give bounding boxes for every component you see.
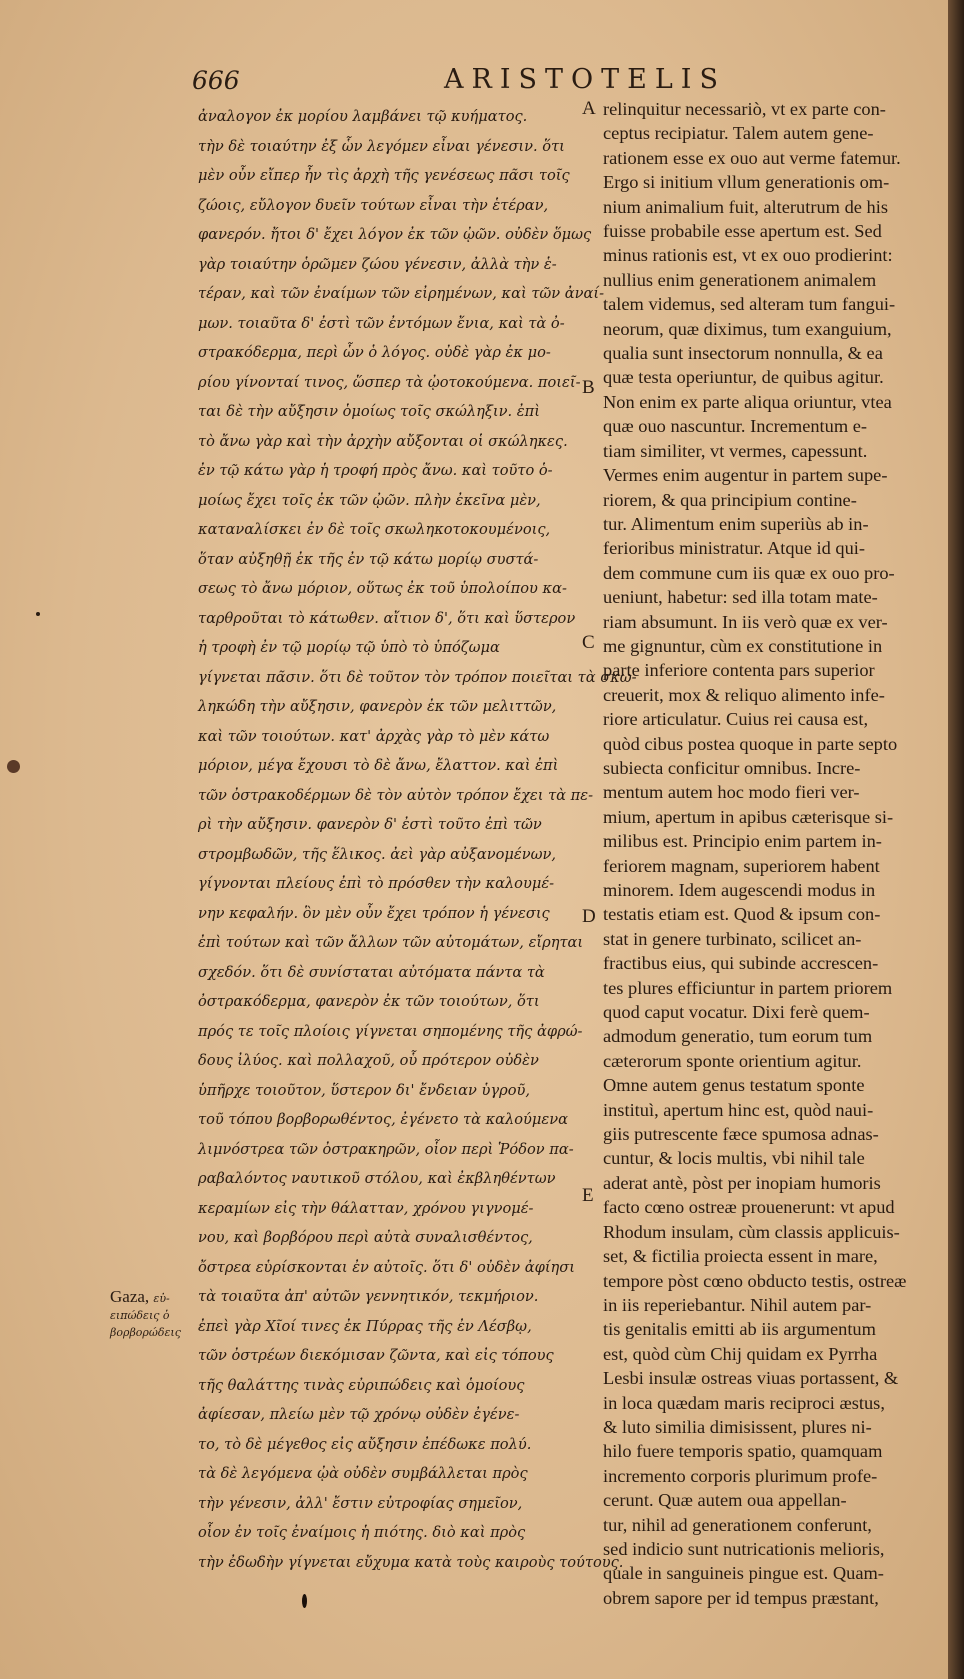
greek-text-line: στρακόδερμα, περὶ ὧν ὁ λόγος. οὐδὲ γὰρ ἐκ μο- (198, 344, 551, 361)
latin-text-line: tiam similiter, vt vermes, capessunt. (603, 440, 868, 461)
latin-text-line: quod caput vocatur. Dixi ferè quem- (603, 1002, 870, 1023)
greek-text-line: σχεδόν. ὅτι δὲ συνίσταται αὐτόματα πάντα τὰ (198, 963, 545, 981)
latin-text-line: quòd cibus postea quoque in parte septo (603, 733, 898, 754)
latin-text-line: me gignuntur, cùm ex constitutione in (603, 635, 883, 656)
latin-text-line: set, & fictilia proiecta essent in mare, (603, 1246, 878, 1267)
greek-text-line: γὰρ τοιαύτην ὁρῶμεν ζώου γένεσιν, ἀλλὰ τὴν ἑ- (198, 255, 557, 273)
greek-text-line: νου, καὶ βορβόρου περὶ αὐτὰ συναλισθέντος, (198, 1229, 533, 1246)
greek-text-line: τὴν δὲ τοιαύτην ἐξ ὧν λεγόμεν εἶναι γένεσιν. ὅτι (198, 137, 565, 155)
latin-text-line: subiecta conficitur omnibus. Incre- (603, 757, 861, 778)
greek-text-line: ρίου γίνονταί τινος, ὥσπερ τὰ ᾠοτοκούμενα. ποιεῖ- (198, 373, 581, 391)
latin-text-line: stat in genere turbinato, scilicet an- (603, 928, 862, 949)
greek-text-line: δους ἰλύος. καὶ πολλαχοῦ, οὗ πρότερον οὐδὲν (198, 1052, 539, 1069)
latin-text-line: minorem. Idem augescendi modus in (603, 880, 876, 900)
greek-text-line: τῆς θαλάττης τινὰς εὐριπώδεις καὶ ὁμοίους (198, 1376, 525, 1394)
greek-text-line: ὄστρεα εὑρίσκονται ἐν αὐτοῖς. ὅτι δ' οὐδὲν ἀφίησι (198, 1258, 575, 1276)
latin-text-line: obrem sapore per id tempus præstant, (603, 1587, 879, 1608)
greek-text-line: ὑπῆρχε τοιοῦτον, ὕστερον δι' ἔνδειαν ὑγροῦ, (198, 1081, 531, 1099)
section-marker-c: C (582, 632, 595, 653)
latin-text-line: neorum, quæ diximus, tum exanguium, (603, 318, 892, 339)
greek-text-line: ἀφίεσαν, πλείω μὲν τῷ χρόνῳ οὐδὲν ἐγένε- (198, 1406, 520, 1423)
latin-text-line: ceptus recipiatur. Talem autem gene- (603, 123, 874, 144)
ink-dot (302, 1594, 307, 1608)
latin-text-line: fractibus eius, qui subinde accrescen- (603, 953, 879, 974)
greek-text-column (198, 102, 637, 1577)
greek-text-line: τοῦ τόπου βορβορωθέντος, ἐγένετο τὰ καλούμενα (198, 1111, 568, 1128)
greek-text-line: ληκώδη τὴν αὔξησιν, φανερὸν ἐκ τῶν μελιττῶν, (198, 698, 557, 715)
latin-text-line: tur. Alimentum enim superiùs ab in- (603, 513, 869, 534)
greek-text-line: τὰ τοιαῦτα ἀπ' αὐτῶν γεννητικόν, τεκμήριον. (198, 1288, 539, 1305)
latin-text-line: minus rationis est, vt ex ouo prodierint: (603, 245, 893, 266)
latin-text-line: tempore pòst cœno obducto testis, ostreæ (603, 1270, 907, 1291)
greek-text-line: κεραμίων εἰς τὴν θάλατταν, χρόνου γιγνομέ- (198, 1199, 534, 1217)
latin-text-column (603, 97, 938, 1610)
latin-text-line: feriorem magnam, superiorem habent (603, 855, 880, 876)
latin-text-line: quale in sanguineis pingue est. Quam- (603, 1563, 884, 1584)
ink-dot (7, 760, 20, 773)
section-marker-d: D (582, 906, 596, 927)
latin-text-line: parte inferiore contenta pars superior (603, 660, 875, 681)
greek-text-line: ἀναλογον ἐκ μορίου λαμβάνει τῷ κυήματος. (198, 108, 528, 125)
greek-text-line: ἐπὶ τούτων καὶ τῶν ἄλλων τῶν αὐτομάτων, εἴρηται (198, 934, 584, 951)
latin-text-line: giis putrescente fæce spumosa adnas- (603, 1124, 879, 1145)
greek-text-line: στρομβωδῶν, τῆς ἕλικος. ἀεὶ γὰρ αὐξανομένων, (198, 845, 557, 863)
latin-text-line: in loca quædam maris reciproci æstus, (603, 1392, 885, 1413)
latin-text-line: fuisse probabile esse apertum est. Sed (603, 221, 882, 242)
greek-text-line: τῶν ὀστρακοδέρμων δὲ τὸν αὐτὸν τρόπον ἔχει τὰ πε- (198, 786, 594, 804)
latin-text-line: sed indicio sunt nutricationis melioris, (603, 1538, 885, 1559)
latin-text-line: Non enim ex parte aliqua oriuntur, vtea (603, 391, 892, 412)
greek-text-line: το, τὸ δὲ μέγεθος εἰς αὔξησιν ἐπέδωκε πολύ. (198, 1435, 532, 1453)
latin-text-line: riorem, & qua principium contine- (603, 489, 857, 510)
greek-text-line: ζώοις, εὔλογον δυεῖν τούτων εἶναι τὴν ἑτέραν, (198, 196, 549, 214)
latin-text-line: & luto similia dimisissent, plures ni- (603, 1416, 872, 1437)
page-edge (948, 0, 964, 1679)
greek-text-line: ἐπεὶ γὰρ Χῖοί τινες ἐκ Πύρρας τῆς ἐν Λέσβῳ, (198, 1317, 532, 1335)
greek-text-line: σεως τὸ ἄνω μόριον, οὕτως ἐκ τοῦ ὑπολοίπου κα- (198, 580, 567, 597)
marginal-note-greek-2: ειπώδεις ὁ (110, 1309, 170, 1322)
latin-text-line: Rhodum insulam, cùm classis applicuis- (603, 1221, 900, 1242)
latin-text-line: Lesbi insulæ ostreas viuas portassent, & (603, 1368, 899, 1389)
greek-text-line: τὴν γένεσιν, ἀλλ' ἔστιν εὐτροφίας σημεῖον, (198, 1494, 523, 1512)
greek-text-line: φανερόν. ἤτοι δ' ἔχει λόγον ἐκ τῶν ᾠῶν. οὐδὲν ὅμως (198, 226, 592, 243)
greek-text-line: τῶν ὀστρέων διεκόμισαν ζῶντα, καὶ εἰς τόπους (198, 1347, 554, 1364)
greek-text-line: νην κεφαλήν. ὃν μὲν οὖν ἔχει τρόπον ἡ γένεσις (198, 904, 550, 922)
greek-text-line: ἐν τῷ κάτω γὰρ ἡ τροφή πρὸς ἄνω. καὶ τοῦτο ὁ- (198, 462, 553, 479)
latin-text-line: est, quòd cùm Chij quidam ex Pyrrha (603, 1343, 878, 1364)
greek-text-line: μόριον, μέγα ἔχουσι τὸ δὲ ἄνω, ἔλαττον. καὶ ἐπὶ (198, 757, 559, 774)
running-head: ARISTOTELIS (444, 64, 726, 95)
latin-text-line: tes plures efficiuntur in partem priorem (603, 977, 893, 998)
greek-text-line: τὸ ἄνω γὰρ καὶ τὴν ἀρχὴν αὔξονται οἱ σκώληκες. (198, 432, 568, 450)
latin-text-line: facto cœno ostreæ prouenerunt: vt apud (603, 1197, 895, 1218)
latin-text-line: in iis reperiebantur. Nihil autem par- (603, 1294, 872, 1315)
latin-text-line: testatis etiam est. Quod & ipsum con- (603, 904, 881, 925)
latin-text-line: Vermes enim augentur in partem supe- (603, 465, 888, 486)
greek-text-line: καταναλίσκει ἐν δὲ τοῖς σκωληκοτοκουμένοις, (198, 521, 551, 538)
latin-text-line: mentum autem hoc modo fieri ver- (603, 782, 860, 803)
greek-text-line: μων. τοιαῦτα δ' ἐστὶ τῶν ἐντόμων ἔνια, καὶ τὰ ὀ- (198, 314, 565, 332)
greek-text-line: ραβαλόντος ναυτικοῦ στόλου, καὶ ἐκβληθέντων (198, 1170, 556, 1187)
greek-text-line: τὰ δὲ λεγόμενα ᾠὰ οὐδὲν συμβάλλεται πρὸς (198, 1465, 528, 1482)
greek-text-line: τὴν ἐδωδὴν γίγνεται εὔχυμα κατὰ τοὺς καιροὺς τούτους. (198, 1553, 624, 1571)
ink-dot (36, 612, 40, 616)
latin-text-line: ferioribus ministratur. Atque id qui- (603, 538, 866, 559)
latin-text-line: mium, apertum in apibus cæterisque si- (603, 806, 894, 827)
greek-text-line: ἡ τροφὴ ἐν τῷ μορίῳ τῷ ὑπὸ τὸ ὑπόζωμα (198, 639, 500, 656)
latin-text-line: incremento corporis plurimum profe- (603, 1465, 878, 1486)
greek-text-line: γίγνεται πᾶσιν. ὅτι δὲ τοῦτον τὸν τρόπον ποιεῖται τὰ σκω- (198, 668, 637, 686)
latin-text-line: rationem esse ex ouo aut verme fatemur. (603, 147, 901, 168)
greek-text-line: πρός τε τοῖς πλοίοις γίγνεται σηπομένης τῆς ἀφρώ- (198, 1022, 583, 1040)
latin-text-line: riam absumunt. In iis verò quæ ex ver- (603, 611, 888, 632)
latin-text-line: milibus est. Principio enim partem in- (603, 831, 882, 852)
latin-text-line: riore articulatur. Cuius rei causa est, (603, 709, 869, 730)
latin-text-line: Ergo si initium vllum generationis om- (603, 172, 890, 193)
greek-text-line: ταρθροῦται τὸ κάτωθεν. αἴτιον δ', ὅτι καὶ ὕστερον (198, 609, 576, 627)
greek-text-line: ὅταν αὐξηθῇ ἐκ τῆς ἐν τῷ κάτω μορίῳ συστά- (198, 550, 539, 568)
greek-text-line: ρὶ τὴν αὔξησιν. φανερὸν δ' ἐστὶ τοῦτο ἐπὶ τῶν (198, 816, 542, 833)
greek-text-line: μὲν οὖν εἴπερ ἦν τὶς ἀρχὴ τῆς γενέσεως πᾶσι τοῖς (198, 167, 570, 184)
latin-text-line: tur, nihil ad generationem conferunt, (603, 1514, 872, 1535)
latin-text-line: Omne autem genus testatum sponte (603, 1075, 865, 1096)
greek-text-line: λιμνόστρεα τῶν ὀστρακηρῶν, οἷον περὶ Ῥόδον πα- (198, 1140, 574, 1158)
latin-text-line: dem commune cum iis quæ ex ouo pro- (603, 562, 895, 583)
latin-text-line: ueniunt, habetur: sed illa totam mate- (603, 587, 878, 608)
page-number: 666 (192, 66, 240, 95)
latin-text-line: creuerit, mox & reliquo alimento infe- (603, 684, 885, 705)
section-marker-b: B (582, 377, 595, 398)
marginal-note-greek-1: εὐ- (153, 1292, 170, 1305)
latin-text-line: tis genitalis emitti ab iis argumentum (603, 1319, 876, 1340)
greek-text-line: ὀστρακόδερμα, φανερὸν ἐκ τῶν τοιούτων, ὅτι (198, 993, 540, 1010)
marginal-note-greek-3: βορβορώδεις (110, 1326, 181, 1339)
latin-text-line: quæ testa operiuntur, de quibus agitur. (603, 367, 884, 388)
greek-text-line: μοίως ἔχει τοῖς ἐκ τῶν ᾠῶν. πλὴν ἐκεῖνα μὲν, (198, 491, 541, 509)
greek-text-line: καὶ τῶν τοιούτων. κατ' ἀρχὰς γὰρ τὸ μὲν κάτω (198, 727, 550, 745)
latin-text-line: talem videmus, sed alteram tum fangui- (603, 294, 896, 315)
latin-text-line: nium animalium fuit, alterutrum de his (603, 196, 889, 217)
latin-text-line: cuntur, & locis multis, vbi nihil tale (603, 1148, 865, 1169)
latin-text-line: cerunt. Quæ autem oua appellan- (603, 1490, 847, 1511)
latin-text-line: nullius enim generationem animalem (603, 269, 877, 290)
section-marker-e: E (582, 1185, 594, 1206)
section-marker-a: A (582, 98, 596, 119)
greek-text-line: ται δὲ τὴν αὔξησιν ὁμοίως τοῖς σκώληξιν. ἐπὶ (198, 403, 540, 420)
greek-text-line: οἷον ἐν τοῖς ἐναίμοις ἡ πιότης. διὸ καὶ πρὸς (198, 1524, 526, 1541)
latin-text-line: relinquitur necessariò, vt ex parte con- (603, 99, 886, 119)
marginal-note (110, 1288, 190, 1341)
latin-text-line: quæ ouo nascuntur. Incrementum e- (603, 416, 868, 437)
latin-text-line: cæterorum sponte orientium agitur. (603, 1050, 862, 1071)
latin-text-line: admodum generatio, tum eorum tum (603, 1026, 873, 1047)
greek-text-line: γίγνονται πλείους ἐπὶ τὸ πρόσθεν τὴν καλουμέ- (198, 875, 555, 892)
latin-text-line: qualia sunt insectorum nonnulla, & ea (603, 343, 883, 364)
latin-text-line: instituì, apertum hinc est, quòd naui- (603, 1099, 874, 1120)
marginal-note-latin: Gaza, (110, 1287, 154, 1306)
greek-text-line: τέραν, καὶ τῶν ἐναίμων τῶν εἰρημένων, καὶ τῶν ἀναί- (198, 285, 605, 302)
latin-text-line: aderat antè, pòst per inopiam humoris (603, 1172, 881, 1193)
latin-text-line: hilo fuere temporis spatio, quamquam (603, 1441, 883, 1462)
